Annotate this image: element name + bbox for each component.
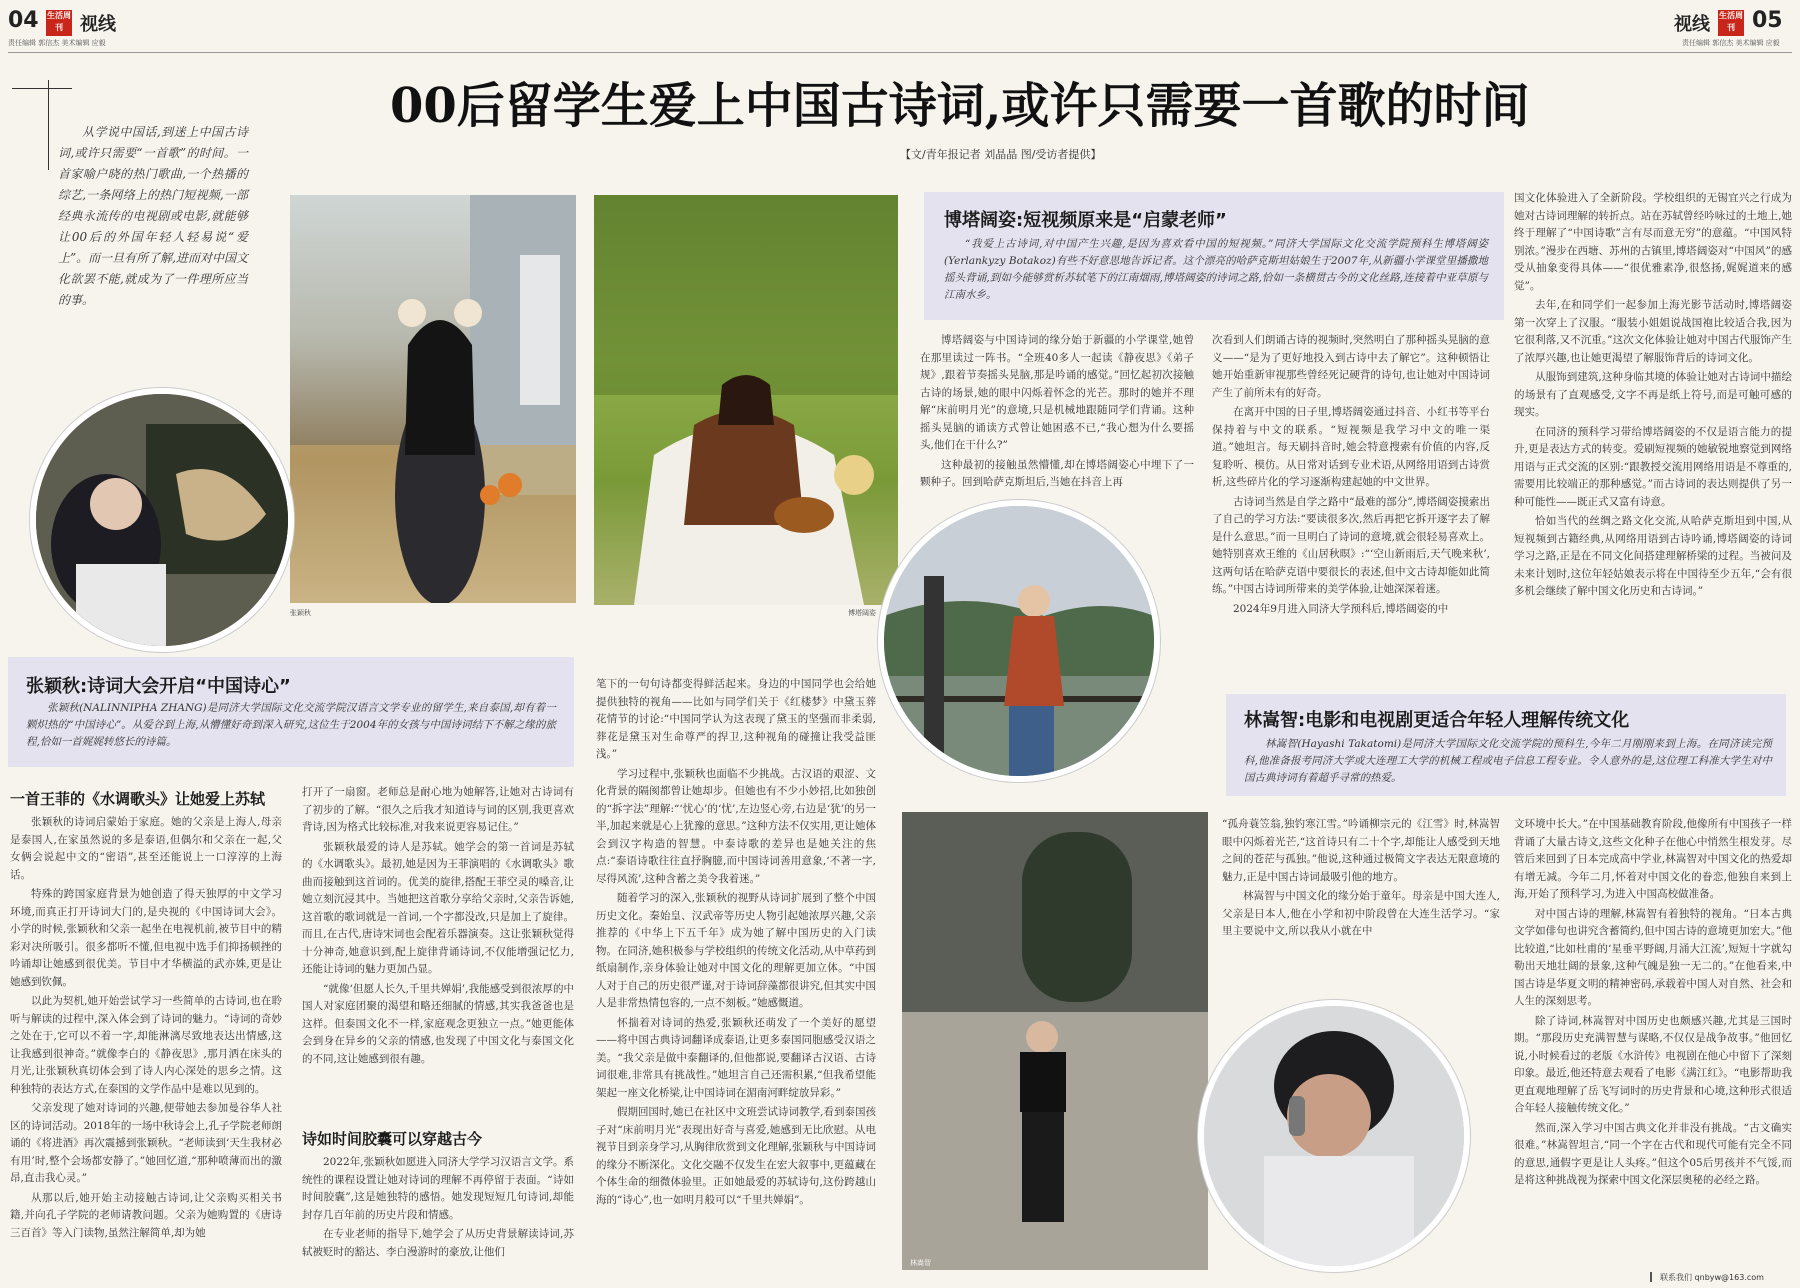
photo-bo-circle-art: [884, 506, 1154, 776]
logo-left: 生活周刊: [46, 10, 72, 36]
zhang-col2b-p1: 2022年,张颖秋如愿进入同济大学学习汉语言文学。系统性的课程设置让她对诗词的理解不再停留于表面。“诗如时间胶囊”,这是她独特的感悟。她发现短短几句诗词,却能封存几百年前的历史片段和情感。: [302, 1156, 574, 1221]
bo-colc-p4: 在同济的预科学习带给博塔阔姿的不仅是语言能力的提升,更是表达方式的转变。爱刷短视频的她敏锐地察觉到网络用语与正式交流的区别:“跟教授交流用网络用语是不尊重的,需要用比较端正的那种感觉。”而古诗词的表达则提供了另一种可能性——既正式又富有诗意。: [1514, 425, 1792, 508]
photo-zhang-costume: [290, 195, 576, 603]
lead-rule-vertical: [48, 80, 49, 170]
photo-zhang-art: [290, 195, 576, 603]
bo-column-c: [1514, 190, 1792, 660]
lin-colb-p1: 文环境中长大。”在中国基础教育阶段,他像所有中国孩子一样背诵了大量古诗文,这些文化种子在他心中悄然生根发芽。尽管后来回到了日本完成高中学业,林嵩智对中国文化的热爱却有增无减。今年二月,怀着对中国文化的眷恋,他独自来到上海,开始了预科学习,为进入中国高校做准备。: [1514, 818, 1792, 900]
zhang-col1-p2: 特殊的跨国家庭背景为她创造了得天独厚的中文学习环境,而真正打开诗词大门的,是央视的《中国诗词大会》。小学的时候,张颖秋和父亲一起坐在电视机前,被节目中的精彩对决所吸引。很多都听不懂,但电视中选手们抑扬顿挫的吟诵却让她感到很优美。节目中才华横溢的武亦姝,更是让她感到钦佩。: [10, 888, 282, 988]
zhang-col3-p3: 随着学习的深入,张颖秋的视野从诗词扩展到了整个中国历史文化。秦始皇、汉武帝等历史人物引起她浓厚兴趣,父亲推荐的《中华上下五千年》成为她了解中国历史的入门读物。在同济,她积极参与学校组织的传统文化活动,从中草药到纸扇制作,亲身体验让她对中国文化的理解更加立体。“中国人对于自己的历史很严谨,对于诗词辞藻都很讲究,但其实中国人是非常热情包容的,一点不刻板。”她感慨道。: [596, 892, 876, 1009]
masthead-rule: [8, 52, 1792, 53]
zhang-subhead-1: 一首王菲的《水调歌头》让她爱上苏轼: [10, 790, 266, 808]
byline: 【文/青年报记者 刘晶晶 图/受访者提供】: [900, 148, 1102, 161]
caption-bo: 博塔阔姿: [848, 609, 876, 617]
masthead-left: [8, 8, 308, 48]
zhang-col1-p4: 父亲发现了她对诗词的兴趣,便带她去参加曼谷华人社区的诗词活动。2018年的一场中秋诗会上,孔子学院老师朗诵的《将进酒》再次震撼到张颖秋。“老师读到‘天生我材必有用’时,整个会场都安静了。”她回忆道,“那种喷薄而出的激昂,直击我心灵。”: [10, 1102, 282, 1184]
bo-colb-p1: 次看到人们朗诵古诗的视频时,突然明白了那种摇头晃脑的意义——“是为了更好地投入到古诗中去了解它”。这种顿悟让她开始重新审视那些曾经死记硬背的诗句,也让她对中国诗词产生了前所未有的好奇。: [1212, 334, 1490, 399]
bo-colb-p2: 在离开中国的日子里,博塔阔姿通过抖音、小红书等平台保持着与中文的联系。“短视频是我学习中文的唯一渠道。”她坦言。每天刷抖音时,她会特意搜索有价值的内容,反复聆听、模仿。从日常对话到专业术语,从网络用语到古诗赏析,这些碎片化的学习逐渐构建起她的中文世界。: [1212, 406, 1490, 488]
zhang-col1-p3: 以此为契机,她开始尝试学习一些简单的古诗词,也在聆听与解读的过程中,深入体会到了诗词的魅力。“诗词的奇妙之处在于,它可以不着一字,却能淋漓尽致地表达出情感,这让我感到很神奇。”就像李白的《静夜思》,那月洒在床头的月光,让张颖秋真切体会到了诗人内心深处的思乡之情。这种独特的表达方式,在泰国的文学作品中是难以见到的。: [10, 995, 282, 1095]
page-number-left: 04: [8, 8, 39, 33]
zhang-col2-p3: “就像‘但愿人长久,千里共婵娟’,我能感受到很浓厚的中国人对家庭团聚的渴望和略还细腻的情感,其实我爸爸也是这样。但泰国文化不一样,家庭观念更独立一点。”她更能体会到身在异乡的父亲的情感,也发现了中国文化与泰国文化的不同,这让她感到很有趣。: [302, 982, 574, 1065]
headline: 00后留学生爱上中国古诗词,或许只需要一首歌的时间: [390, 78, 1530, 134]
zhang-col3-p4: 怀揣着对诗词的热爱,张颖秋还萌发了一个美好的愿望——将中国古典诗词翻译成泰语,让更多泰国同胞感受汉语之美。“我父亲是做中泰翻译的,但他都说,要翻译古汉语、古诗词很难,非常具有挑战性。”她坦言自己还需积累,“但我希望能架起一座文化桥梁,让中国诗词在湄南河畔绽放异彩。”: [596, 1016, 876, 1099]
footer-rule: [1650, 1272, 1652, 1282]
photo-bo-art: [594, 195, 898, 605]
lin-cola-p2: 林嵩智与中国文化的缘分始于童年。母亲是中国大连人,父亲是日本人,他在小学和初中阶段曾在大连生活学习。“家里主要说中文,所以我从小就在中: [1222, 890, 1500, 937]
zhang-col2b-p2: 在专业老师的指导下,她学会了从历史背景解读诗词,苏轼被贬时的豁达、李白漫游时的豪放,让他们: [302, 1228, 574, 1258]
lin-column-a: [1222, 816, 1500, 986]
photo-lin-main: [902, 812, 1208, 1270]
zhang-col3-p1: 笔下的一句句诗都变得鲜活起来。身边的中国同学也会给她提供独特的视角——比如与同学们关于《红楼梦》中黛玉葬花情节的讨论:“中国同学认为这表现了黛玉的坚强而非柔弱,葬花是黛玉对生命尊严的捍卫,这种视角的碰撞让我受益匪浅。”: [596, 678, 876, 760]
bo-cola-p2: 这种最初的接触虽然懵懂,却在博塔阔姿心中埋下了一颗种子。回到哈萨克斯坦后,当她在抖音上再: [920, 458, 1194, 488]
masthead-right: [1660, 8, 1792, 48]
zhang-column-3: [596, 676, 876, 1284]
photo-lin-art: [902, 812, 1208, 1270]
bo-cola-p1: 博塔阔姿与中国诗词的缘分始于新疆的小学课堂,她曾在那里读过一阵书。“全班40多人一起读《静夜思》《弟子规》,跟着节奏摇头晃脑,那是吟诵的感觉。”回忆起初次接触古诗的场景,她的眼中闪烁着怀念的光芒。那时的她并不理解“床前明月光”的意境,只是机械地跟随同学们背诵。这种摇头晃脑的诵读方式曾让她困惑不已,“我心想为什么要摇头,他们在干什么?”: [920, 334, 1194, 451]
editors-left: 责任编辑 郭信杰 美术编辑 应毅: [8, 39, 106, 47]
zhang-col1-p5: 从那以后,她开始主动接触古诗词,让父亲购买相关书籍,并向孔子学院的老师请教问题。父亲为她购置的《唐诗三百首》等入门读物,虽然注解简单,却为她: [10, 1191, 282, 1239]
bo-column-a: [920, 332, 1194, 494]
zhang-col2-p1: 打开了一扇窗。老师总是耐心地为她解答,让她对古诗词有了初步的了解。“很久之后我才知道诗与词的区别,我更喜欢背诗,因为格式比较标准,对我来说更容易记住。”: [302, 786, 574, 833]
page-number-right: 05: [1752, 8, 1783, 33]
zhang-subhead-2: 诗如时间胶囊可以穿越古今: [302, 1130, 483, 1148]
bo-colc-p2: 去年,在和同学们一起参加上海光影节活动时,博塔阔姿第一次穿上了汉服。“服装小姐姐说战国袍比较适合我,因为它很利落,又不沉重。”这次文化体验让她对中国古代服饰产生了浓厚兴趣,也让她更渴望了解服饰背后的诗词文化。: [1514, 299, 1792, 364]
photo-lin-circle: [1198, 1000, 1470, 1272]
lin-colb-p4: 然而,深入学习中国古典文化并非没有挑战。“古文确实很难。”林嵩智坦言,“同一个字在古代和现代可能有完全不同的意思,通假字更是让人头疼。”但这个05后男孩并不气馁,而是将这种挑战视为探索中国文化深层奥秘的必经之路。: [1514, 1121, 1792, 1186]
editors-right: 责任编辑 郭信杰 美术编辑 应毅: [1682, 39, 1780, 47]
footer-contact: 联系我们 qnbyw@163.com: [1660, 1273, 1764, 1282]
zhang-col3-p2: 学习过程中,张颖秋也面临不少挑战。古汉语的艰涩、文化背景的隔阂都曾让她却步。但她也有不少小妙招,比如独创的“拆字法”理解:“‘忧心’的‘忧’,左边竖心旁,右边是‘犹’的另一半,加起来就是心上犹豫的意思。”这种方法不仅实用,更让她体会到汉字构造的智慧。中泰诗歌的差异也是她关注的焦点:“泰语诗歌往往直抒胸臆,而中国诗词善用意象,‘不著一字,尽得风流’,这种含蓄之美令我着迷。”: [596, 767, 876, 885]
logo-right: 生活周刊: [1718, 10, 1744, 36]
bo-colc-p1: 国文化体验进入了全新阶段。学校组织的无锡宜兴之行成为她对古诗词理解的转折点。站在苏轼曾经吟咏过的土地上,她终于理解了“中国诗歌”言有尽而意无穷”的意蕴。“中国风特别浓。”漫步在西塘、苏州的古镇里,博塔阔姿对“中国风”的感受从抽象变得具体——“很优雅素净,很悠扬,娓娓道来的感觉”。: [1514, 192, 1792, 292]
zhang-col2-p2: 张颖秋最爱的诗人是苏轼。她学会的第一首词是苏轼的《水调歌头》。最初,她是因为王菲演唱的《水调歌头》歌曲而接触到这首词的。优美的旋律,搭配王菲空灵的嗓音,让她立刻沉浸其中。当她把这首歌分享给父亲时,父亲告诉她,这首歌的歌词就是一首词,一个字都没改,只是加上了旋律。而且,在古代,唐诗宋词也会配着乐器演奏。这让张颖秋觉得十分神奇,她意识到,配上旋律背诵诗词,不仅能增强记忆力,还能让诗词的魅力更加凸显。: [302, 840, 574, 975]
zhang-column-1: [10, 814, 282, 1284]
bo-colb-p3: 古诗词当然是自学之路中“最难的部分”,博塔阔姿摸索出了自己的学习方法:“要读很多次,然后再把它拆开逐字去了解是什么意思。”而一旦明白了诗词的意境,就会很轻易喜欢上。她特别喜欢王维的《山居秋暝》:“‘空山新雨后,天气晚来秋’,这两句话在哈萨克语中要很长的表述,但中文古诗却能如此简练。”中国古诗词所带来的美学体验,让她深深着迷。: [1212, 495, 1490, 595]
section-label-right: 视线: [1674, 14, 1710, 35]
zhang-col3-p5: 假期回国时,她已在社区中文班尝试诗词教学,看到泰国孩子对“床前明月光”表现出好奇与喜爱,她感到无比欣慰。从电视节目到亲身学习,从胸律欣赏到文化理解,张颖秋与中国诗词的缘分不断深化。文化交融不仅发生在宏大叙事中,更蕴藏在个体生命的细微体验里。正如她最爱的苏轼诗句,这份跨越山海的“诗心”,也一如明月般可以“千里共婵娟”。: [596, 1106, 876, 1206]
bo-colb-p4: 2024年9月进入同济大学预科后,博塔阔姿的中: [1233, 602, 1449, 615]
lin-colb-p2: 对中国古诗的理解,林嵩智有着独特的视角。“日本古典文学如俳句也讲究含蓄简约,但中国古诗的意境更加宏大。”他比较道,“比如杜甫的‘星垂平野阔,月涌大江流’,短短十字就勾勒出天地壮阔的景象,这种气魄是独一无二的。”在他看来,中国古诗是华夏文明的精神密码,承载着中国人对自然、社会和人生的深刻思考。: [1514, 907, 1792, 1007]
section-bo-title: 博塔阔姿:短视频原来是“启蒙老师”: [944, 210, 1227, 231]
section-lin-intro: 林嵩智(Hayashi Takatomi)是同济大学国际文化交流学院的预科生,今年二月刚刚来到上海。在同济读完预科,他准备报考同济大学或大连理工大学的机械工程或电子信息工程专业。令人意外的是,这位理工科准大学生对中国古典诗词有着超乎寻常的热爱。: [1244, 738, 1772, 784]
photo-zhang-circle: [30, 388, 294, 652]
bo-colc-p3: 从服饰到建筑,这种身临其境的体验让她对古诗词中描绘的场景有了直观感受,文字不再是纸上符号,而是可触可感的现实。: [1514, 371, 1792, 418]
zhang-column-2: [302, 784, 574, 1122]
section-zhang-intro: 张颖秋(NALINNIPHA ZHANG)是同济大学国际文化交流学院汉语言文学专业的留学生,来自泰国,却有着一颗炽热的“中国诗心”。从爱谷到上海,从懵懂好奇到深入研究,这位生于2004年的女孩与中国诗词结下不解之缘的旅程,恰如一首娓娓转悠长的诗篇。: [26, 702, 556, 748]
section-bo-intro: “我爱上古诗词,对中国产生兴趣,是因为喜欢看中国的短视频。”同济大学国际文化交流学院预科生博塔阔姿(Yerlankyzy Botakoz)有些不好意思地告诉记者。这个漂亮的哈萨克斯坦姑娘生于2007年,从新疆小学课堂里播撒地摇头背诵,到如今能够赏析苏轼笔下的江南烟雨,博塔阔姿的诗词之路,恰如一条横贯古今的文化丝路,连接着中亚草原与江南水乡。: [944, 238, 1488, 301]
lin-column-b: [1514, 816, 1792, 1264]
lin-cola-p1: “孤舟蓑笠翁,独钓寒江雪。”吟诵柳宗元的《江雪》时,林嵩智眼中闪烁着光芒,“这首诗只有二十个字,却能让人感受到天地之间的苍茫与孤独。”他说,这种通过极简文字表达无限意境的魅力,正是中国古诗词最吸引他的地方。: [1222, 818, 1500, 883]
section-lin-title: 林嵩智:电影和电视剧更适合年轻人理解传统文化: [1244, 710, 1630, 731]
photo-bo-main: [594, 195, 898, 605]
lead-paragraph: 从学说中国话,到迷上中国古诗词,或许只需要“一首歌”的时间。一首家喻户晓的热门歌曲,一个热播的综艺,一条网络上的热门短视频,一部经典永流传的电视剧或电影,就能够让00后的外国年轻人轻易说“爱上”。而一旦有所了解,进而对中国文化欲罢不能,就成为了一件理所应当的事。: [58, 125, 248, 307]
caption-lin: 林嵩智: [910, 1259, 931, 1267]
lin-colb-p3: 除了诗词,林嵩智对中国历史也颇感兴趣,尤其是三国时期。“那段历史充满智慧与谋略,不仅仅是战争故事。”他回忆说,小时候看过的老版《水浒传》电视剧在他心中留下了深刻印象。最近,他还特意去观看了电影《满江红》。“电影帮助我更直观地理解了岳飞写词时的历史背景和心境,这种形式很适合年轻人接触传统文化。”: [1514, 1014, 1792, 1114]
photo-zhang-circle-art: [36, 394, 288, 646]
section-zhang-title: 张颖秋:诗词大会开启“中国诗心”: [26, 676, 291, 697]
bo-colc-p5: 恰如当代的丝绸之路文化交流,从哈萨克斯坦到中国,从短视频到古籍经典,从网络用语到古诗吟诵,博塔阔姿的诗词学习之路,正是在不同文化间搭建理解桥梁的过程。当被问及未来计划时,这位年轻姑娘表示将在中国待至少五年,“会有很多机会继续了解中国文化历史和古诗词。”: [1514, 515, 1792, 597]
section-label-left: 视线: [80, 14, 116, 35]
photo-bo-circle: [878, 500, 1160, 782]
bo-column-b: [1212, 332, 1490, 654]
zhang-column-2b: [302, 1154, 574, 1284]
caption-zhang: 张颖秋: [290, 609, 311, 617]
photo-lin-circle-art: [1204, 1006, 1464, 1266]
zhang-col1-p1: 张颖秋的诗词启蒙始于家庭。她的父亲是上海人,母亲是泰国人,在家虽然说的多是泰语,但偶尔和父亲在一起,父女俩会说起中文的“密语”,甚至还能说上一口淳淳的上海话。: [10, 816, 282, 881]
lead-rule-horizontal: [12, 88, 72, 89]
